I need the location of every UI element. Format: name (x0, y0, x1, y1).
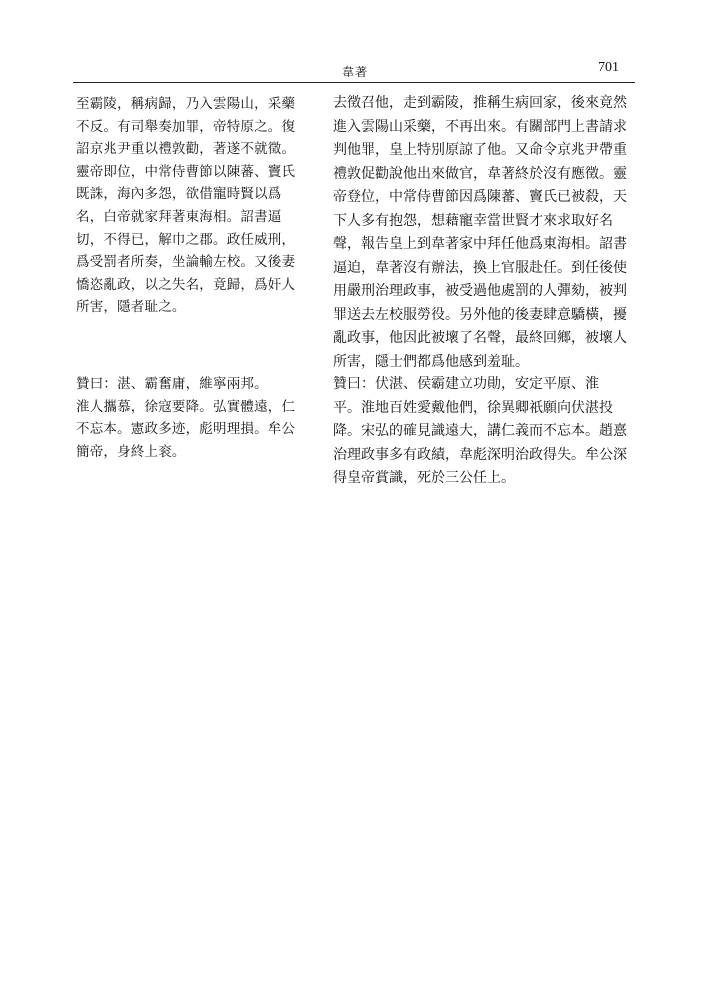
running-head-title: 韋著 (342, 65, 369, 79)
page-number: 701 (598, 60, 619, 75)
header-rule (73, 82, 635, 83)
original-text-body: 至霸陵，稱病歸，乃入雲陽山，采藥 不反。有司舉奏加罪，帝特原之。復 詔京兆尹重以禮敦勸，著遂不就徵。 靈帝即位，中常侍曹節以陳蕃、竇氏 既誅，海內多怨，欲借寵時賢以爲 名，白帝就家拜著東海相。詔書逼 切，不得已，解巾之郡。政任威刑， 爲受罰者所奏，坐論輸左校。又後妻 憍恣亂政，以之失名，竟歸，爲奸人 所害，隱者耻之。 (76, 96, 296, 316)
original-zan-verse: 贊曰：湛、霸奮庸，維寧兩邦。 淮人攜慕，徐寇要降。弘實體遠，仁 不忘本。憲政多迹，彪明理損。牟公 簡帝，身終上衮。 (76, 376, 296, 460)
translation-zan-verse: 贊曰：伏湛、侯霸建立功勛，安定平原、淮 平。淮地百姓愛戴他們，徐異卿祇願向伏湛投 降。宋弘的確見識遠大，講仁義而不忘本。趙憙 治理政事多有政績，韋彪深明治政得失。牟公深 得皇帝賞識，死於三公任上。 (333, 376, 627, 486)
translation-text-body: 去徵召他，走到霸陵，推稱生病回家，後來竟然 進入雲陽山采藥，不再出來。有關部門上書請求 判他罪，皇上特別原諒了他。又命令京兆尹帶重 禮敦促勸說他出來做官，韋著終於沒有應徵。靈 帝登位，中常侍曹節因爲陳蕃、竇氏已被殺，天 下人多有抱怨，想藉寵幸當世賢才來求取好名 聲，報告皇上到韋著家中拜任他爲東海相。詔書 逼迫，韋著沒有辦法，換上官服赴任。到任後使 用嚴刑治理政事，被受過他處罰的人彈劾，被判 罪送去左校服勞役。另外他的後妻肆意驕橫，擾 亂政事，他因此被壞了名聲，最終回鄉，被壞人 所害，隱士們都爲他感到羞耻。 (333, 95, 627, 370)
